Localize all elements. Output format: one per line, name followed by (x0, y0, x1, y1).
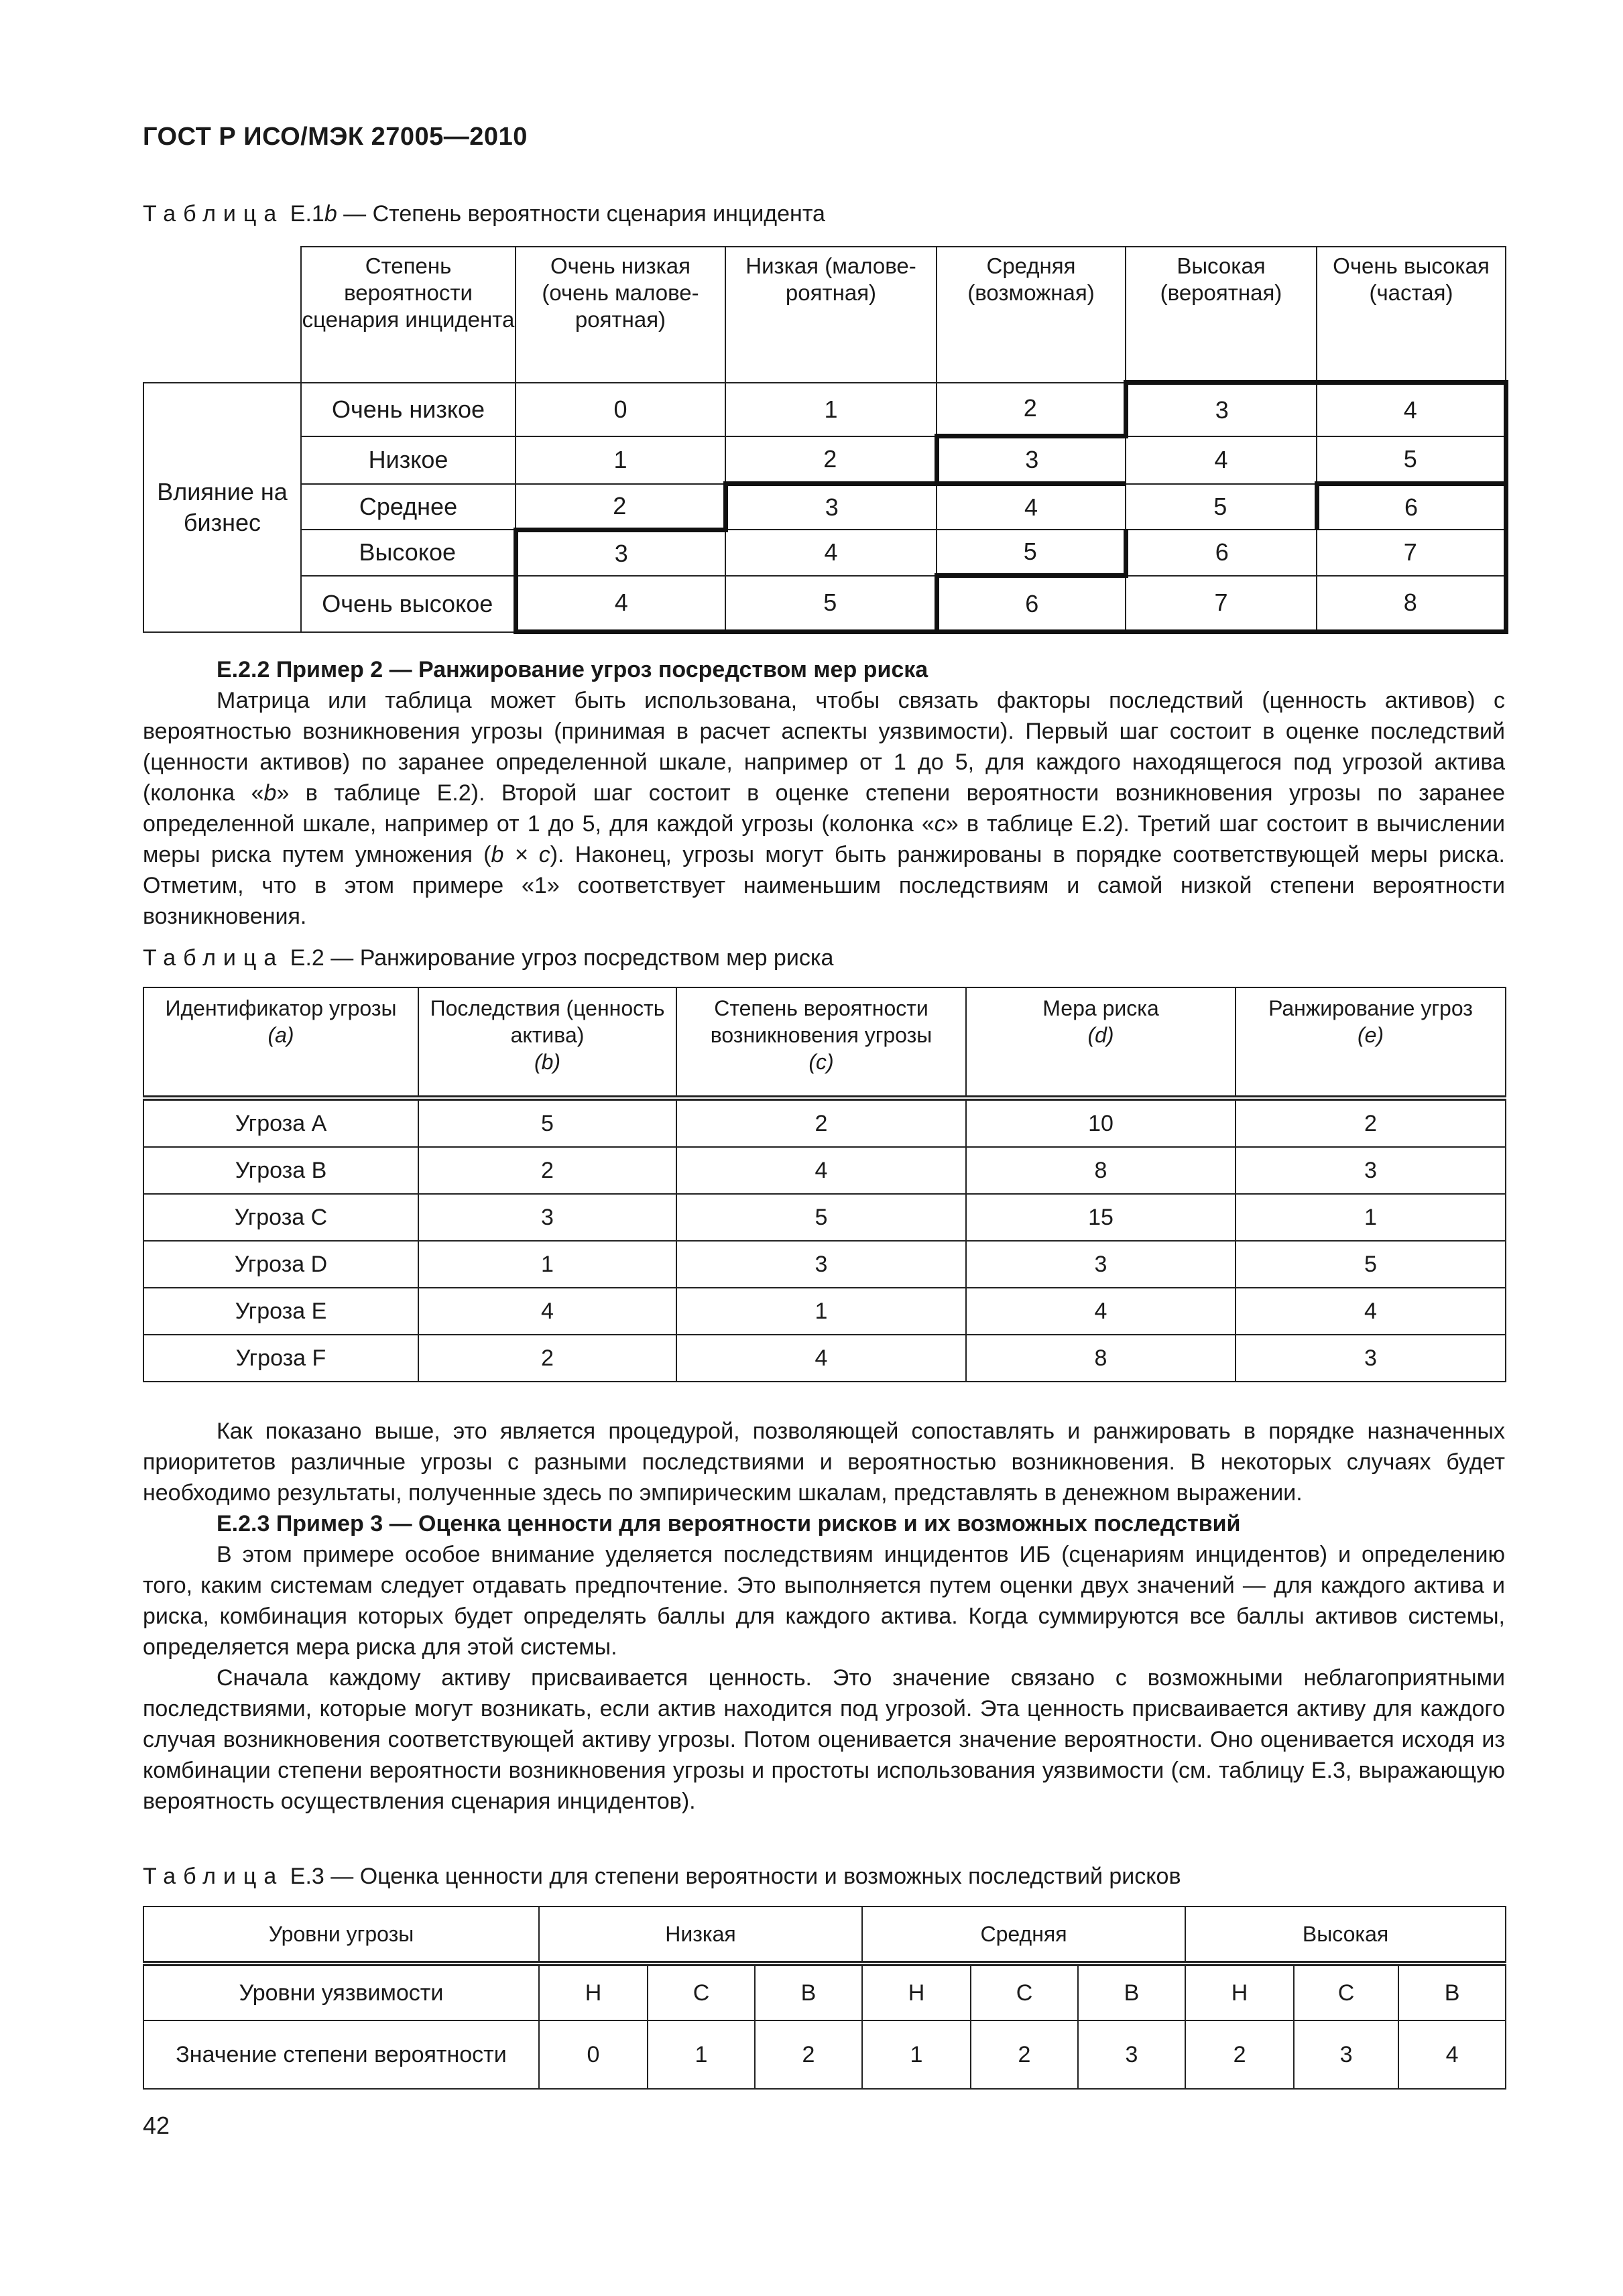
caption-num: Е.1 (290, 201, 324, 227)
table-row (143, 1288, 1506, 1335)
threat-level-label: Уровни угрозы (143, 1907, 539, 1963)
vulnerability-level: В (1078, 1963, 1185, 2020)
header-text: Ранжирование угроз (1268, 996, 1473, 1020)
caption-title: — Степень вероятности сценария инцидента (337, 201, 825, 227)
table-cell: 1 (418, 1241, 676, 1288)
text-run: Матрица или таблица может быть использована, чтобы связать факторы последствий (ценность активов) с вероятностью возникновения угрозы (принимая в расчет аспекты уязвимости). Первый шаг состоит в оценке последствий (ценности активов) по заранее определенной шкале, например от 1 до 5, для каждого находящегося под угрозой актива (колонка « (143, 688, 1505, 806)
table-cell: 8 (1317, 576, 1506, 632)
probability-value: 4 (1398, 2020, 1506, 2089)
table-cell: 7 (1126, 576, 1317, 632)
table-cell: 4 (1236, 1288, 1506, 1335)
col-header (418, 987, 676, 1098)
row-label: Высокое (301, 530, 516, 576)
threat-level: Высокая (1185, 1907, 1506, 1963)
table-cell: 8 (966, 1147, 1236, 1194)
col-header: Низкая (малове-роятная) (725, 247, 937, 383)
table-cell: 4 (516, 576, 725, 632)
caption-prefix: Таблица (143, 945, 284, 971)
threat-level: Средняя (862, 1907, 1185, 1963)
section-e22 (143, 654, 1505, 932)
page-header: ГОСТ Р ИСО/МЭК 27005—2010 (143, 123, 528, 151)
table-cell: 3 (966, 1241, 1236, 1288)
table-cell: Угроза B (143, 1147, 418, 1194)
table-cell: 1 (516, 436, 725, 484)
header-text: Последствия (ценность актива) (430, 996, 665, 1047)
header-text: Идентификатор угрозы (165, 996, 397, 1020)
row-label: Среднее (301, 484, 516, 530)
caption-title: Е.3 — Оценка ценности для степени вероятности и возможных последствий рисков (290, 1864, 1181, 1889)
paragraph: Как показано выше, это является процедурой, позволяющей сопоставлять и ранжировать в порядке назначенных приоритетов различные угрозы с разными последствиями и вероятностью возникновения. В некоторых случаях будет необходимо результаты, полученные здесь по эмпирическим шкалам, представлять в денежном выражении. (143, 1418, 1505, 1506)
table-cell: 6 (1317, 484, 1506, 530)
probability-value: 1 (648, 2020, 755, 2089)
table-cell: 4 (676, 1335, 966, 1382)
table-row (143, 1147, 1506, 1194)
table-cell: 2 (516, 484, 725, 530)
caption-prefix: Таблица (143, 1864, 284, 1889)
table-e3 (143, 1906, 1506, 2090)
vulnerability-level: В (755, 1963, 862, 2020)
table-cell: 7 (1317, 530, 1506, 576)
table-e1b-caption (143, 201, 825, 227)
table-cell: 6 (1126, 530, 1317, 576)
probability-value-label: Значение степени вероятности (143, 2020, 539, 2089)
table-cell: Угроза E (143, 1288, 418, 1335)
table-cell: 2 (418, 1335, 676, 1382)
table-e2-caption (143, 945, 833, 971)
probability-value: 3 (1078, 2020, 1185, 2089)
table-cell: 5 (418, 1098, 676, 1147)
probability-value: 3 (1294, 2020, 1398, 2089)
table-cell: 5 (1126, 484, 1317, 530)
table-cell: 6 (937, 576, 1126, 632)
table-cell: 4 (725, 530, 937, 576)
text-run-italic: c (934, 811, 946, 837)
table-cell: 5 (937, 530, 1126, 576)
table-cell: 15 (966, 1194, 1236, 1241)
row-label: Очень высокое (301, 576, 516, 632)
vulnerability-level: В (1398, 1963, 1506, 2020)
section-heading: Е.2.2 Пример 2 — Ранжирование угроз посредством мер риска (217, 657, 928, 682)
table-cell: 3 (676, 1241, 966, 1288)
table-cell: 2 (937, 383, 1126, 436)
text-run-italic: b (263, 780, 277, 806)
header-text: Степень вероятности возникновения угрозы (710, 996, 933, 1047)
table-cell: 4 (937, 484, 1126, 530)
header-symbol: (a) (267, 1023, 294, 1047)
table-cell: 4 (418, 1288, 676, 1335)
threat-level: Низкая (539, 1907, 862, 1963)
table-cell: 5 (1236, 1241, 1506, 1288)
table-e1b (143, 246, 1508, 634)
probability-value: 2 (971, 2020, 1078, 2089)
col-header: Очень низкая (очень малове-роятная) (516, 247, 725, 383)
paragraph (143, 685, 1505, 932)
row-label: Очень низкое (301, 383, 516, 436)
table-cell: 3 (516, 530, 725, 576)
header-symbol: (b) (534, 1050, 561, 1074)
header-symbol: (d) (1087, 1023, 1114, 1047)
table-row (143, 1194, 1506, 1241)
vulnerability-level: Н (539, 1963, 648, 2020)
table-row (143, 1098, 1506, 1147)
text-run-italic: b × c (491, 842, 550, 867)
table-cell: 3 (418, 1194, 676, 1241)
header-symbol: (c) (808, 1050, 834, 1074)
header-text: Мера риска (1042, 996, 1159, 1020)
table-cell: Угроза D (143, 1241, 418, 1288)
table-cell: 3 (725, 484, 937, 530)
table-cell: 4 (1317, 383, 1506, 436)
table-cell: 1 (725, 383, 937, 436)
table-cell: 3 (1126, 383, 1317, 436)
row-group-label: Влияние на бизнес (143, 383, 301, 632)
col-header: Очень высокая (частая) (1317, 247, 1506, 383)
caption-suffix: b (324, 201, 337, 227)
table-cell: 3 (937, 436, 1126, 484)
row-label: Низкое (301, 436, 516, 484)
col-header: Высокая (вероятная) (1126, 247, 1317, 383)
table-cell: 2 (418, 1147, 676, 1194)
table-cell: 5 (1317, 436, 1506, 484)
table-cell: Угроза A (143, 1098, 418, 1147)
text-run: » в таблице Е.2). Второй шаг состоит в оценке степени вероятности возникновения угрозы по заранее определенной шкале, например от 1 до 5, для каждой угрозы (колонка « (143, 780, 1505, 837)
caption-prefix: Таблица (143, 201, 284, 227)
table-cell: 8 (966, 1335, 1236, 1382)
table-cell: 2 (1236, 1098, 1506, 1147)
page-number: 42 (143, 2112, 170, 2139)
table-cell: 2 (676, 1098, 966, 1147)
vulnerability-level: Н (1185, 1963, 1294, 2020)
col-header: Средняя (возможная) (937, 247, 1126, 383)
vulnerability-level: С (971, 1963, 1078, 2020)
caption-title: Е.2 — Ранжирование угроз посредством мер риска (290, 945, 834, 971)
text-run: ). Наконец, угрозы могут быть ранжированы в порядке соответствующей меры риска. Отметим, что в этом примере «1» соответствует наименьшим последствиям и самой низкой степени вероятности возникновения. (143, 842, 1505, 929)
table-cell: Угроза F (143, 1335, 418, 1382)
section-heading: Е.2.3 Пример 3 — Оценка ценности для вероятности рисков и их возможных последствий (217, 1511, 1241, 1536)
col-header (1236, 987, 1506, 1098)
table-cell: 3 (1236, 1335, 1506, 1382)
text-run: » в таблице Е.2). Третий шаг состоит в вычислении меры риска путем умножения ( (143, 811, 1505, 867)
table-row (143, 1335, 1506, 1382)
table-cell: 2 (725, 436, 937, 484)
col-header (676, 987, 966, 1098)
paragraph: Сначала каждому активу присваивается ценность. Это значение связано с возможными неблагоприятными последствиями, которые могут возникать, если актив находится под угрозой. Эта ценность присваивается активу для каждого случая возникновения соответствующей активу угрозы. Потом оценивается значение вероятности. Оно оценивается исходя из комбинации степени вероятности возникновения угрозы и простоты использования уязвимости (см. таблицу Е.3, выражающую вероятность осуществления сценария инцидентов). (143, 1665, 1505, 1814)
col-header (143, 987, 418, 1098)
table-cell: 5 (676, 1194, 966, 1241)
probability-value: 1 (862, 2020, 971, 2089)
probability-value: 2 (1185, 2020, 1294, 2089)
section-e23 (143, 1416, 1505, 1817)
vulnerability-level: Н (862, 1963, 971, 2020)
table-cell: Угроза C (143, 1194, 418, 1241)
table-corner-header: Степень вероятности сценария инцидента (301, 247, 516, 383)
table-cell: 1 (676, 1288, 966, 1335)
table-e3-caption (143, 1864, 1181, 1890)
table-e2 (143, 987, 1506, 1382)
table-row (143, 1241, 1506, 1288)
col-header (966, 987, 1236, 1098)
table-cell: 4 (676, 1147, 966, 1194)
probability-value: 2 (755, 2020, 862, 2089)
table-cell: 4 (966, 1288, 1236, 1335)
table-cell: 0 (516, 383, 725, 436)
table-corner-blank (143, 247, 301, 383)
table-cell: 10 (966, 1098, 1236, 1147)
vulnerability-level-label: Уровни уязвимости (143, 1963, 539, 2020)
vulnerability-level: С (648, 1963, 755, 2020)
table-cell: 5 (725, 576, 937, 632)
paragraph: В этом примере особое внимание уделяется последствиям инцидентов ИБ (сценариям инцидентов) и определению того, каким системам следует отдавать предпочтение. Это выполняется путем оценки двух значений — для каждого актива и риска, комбинация которых будет определять баллы для каждого актива. Когда суммируются все баллы активов системы, определяется мера риска для этой системы. (143, 1542, 1505, 1660)
vulnerability-level: С (1294, 1963, 1398, 2020)
probability-value: 0 (539, 2020, 648, 2089)
table-cell: 3 (1236, 1147, 1506, 1194)
table-cell: 4 (1126, 436, 1317, 484)
table-cell: 1 (1236, 1194, 1506, 1241)
header-symbol: (e) (1357, 1023, 1384, 1047)
